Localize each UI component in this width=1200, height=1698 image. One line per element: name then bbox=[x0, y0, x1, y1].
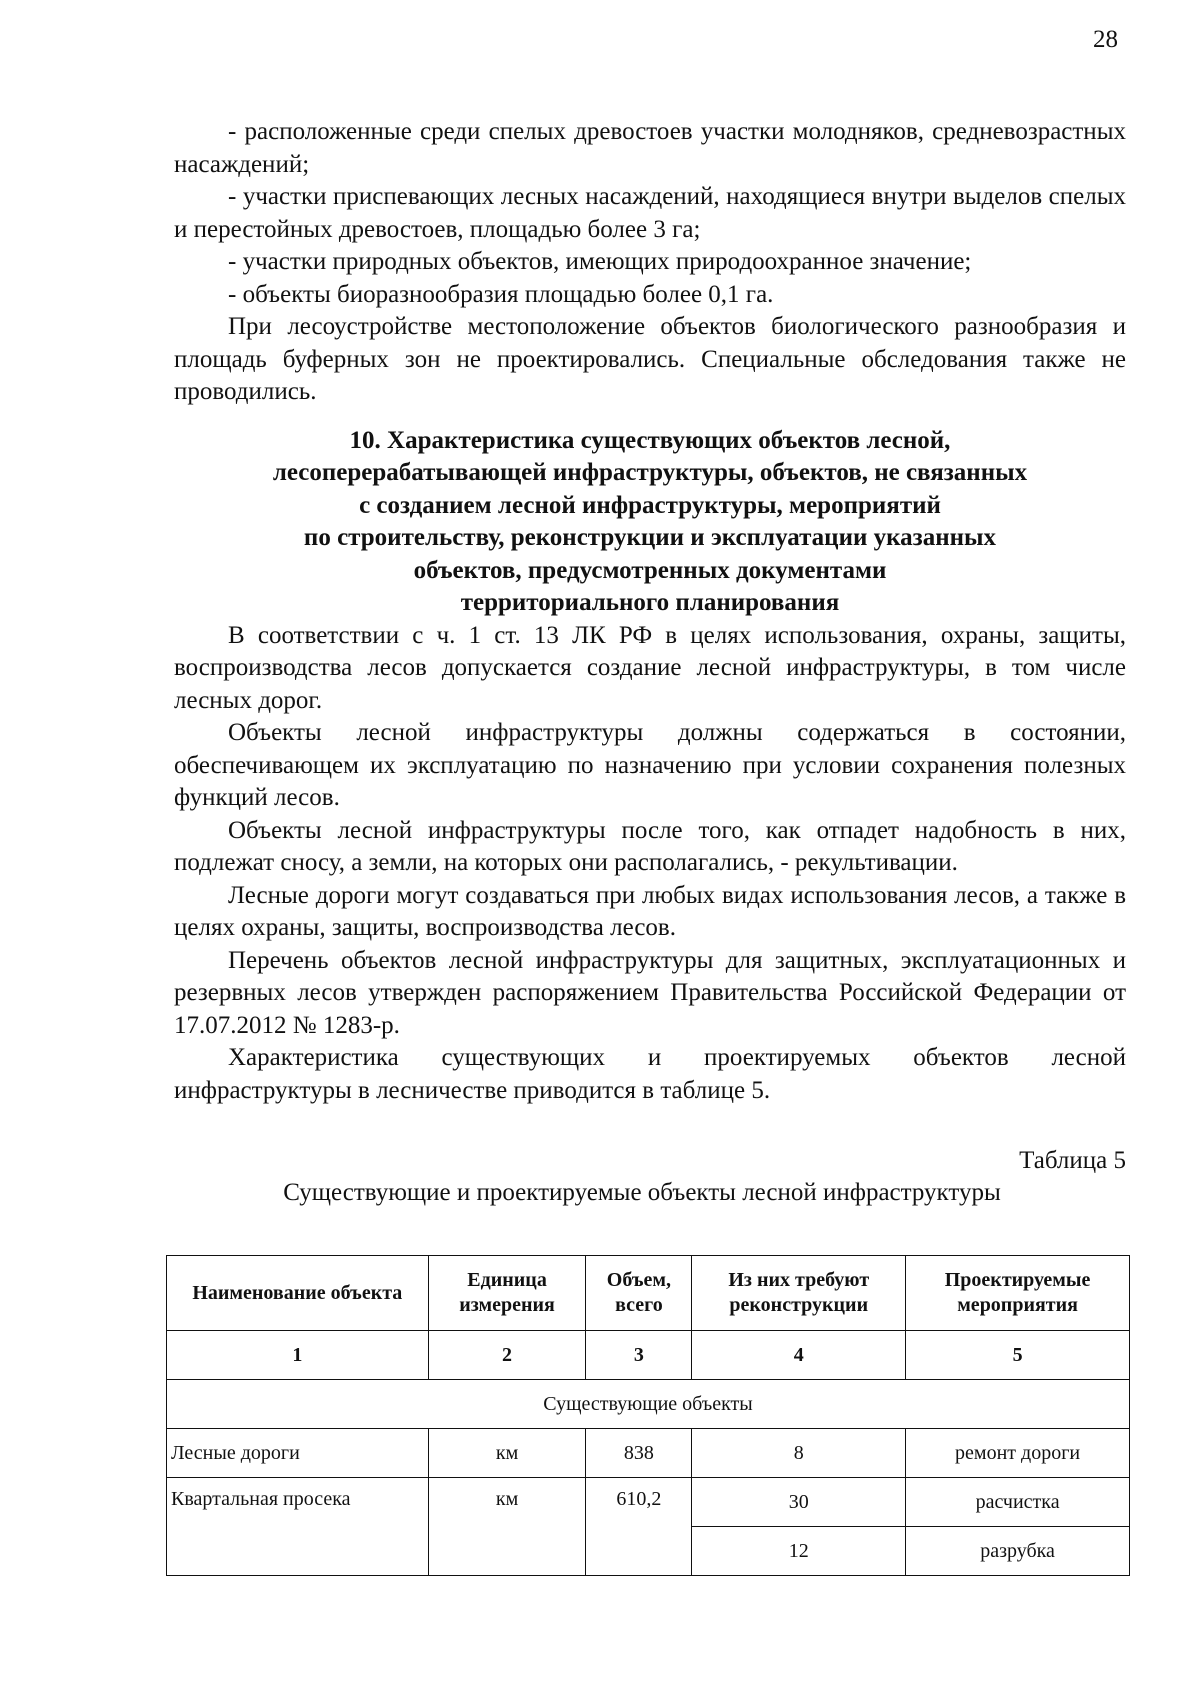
paragraph: - расположенные среди спелых древостоев участки молодняков, средневозрастных насаждений; bbox=[174, 118, 1126, 178]
column-header: Объем, всего bbox=[586, 1256, 692, 1331]
column-number: 2 bbox=[428, 1331, 586, 1380]
column-header: Единица измерения bbox=[428, 1256, 586, 1331]
column-header: Наименование объекта bbox=[167, 1256, 429, 1331]
section-row bbox=[167, 1380, 1130, 1429]
paragraph: В соответствии с ч. 1 ст. 13 ЛК РФ в целях использования, охраны, защиты, воспроизводства лесов допускается создание лесной инфраструктуры, в том числе лесных дорог. bbox=[174, 621, 1126, 714]
section-heading bbox=[174, 425, 1126, 620]
column-header: Проектируемые мероприятия bbox=[906, 1256, 1130, 1331]
paragraph: - участки приспевающих лесных насаждений, находящиеся внутри выделов спелых и перестойных древостоев, площадью более 3 га; bbox=[174, 183, 1126, 243]
table-header-row bbox=[167, 1256, 1130, 1331]
paragraph: Характеристика существующих и проектируемых объектов лесной инфраструктуры в лесничестве приводится в таблице 5. bbox=[174, 1044, 1126, 1104]
column-number: 1 bbox=[167, 1331, 429, 1380]
paragraph: - объекты биоразнообразия площадью более 0,1 га. bbox=[228, 280, 774, 308]
cell-measure: расчистка bbox=[906, 1478, 1130, 1527]
heading-line: объектов, предусмотренных документами bbox=[413, 556, 887, 584]
paragraph: При лесоустройстве местоположение объектов биологического разнообразия и площадь буферных зон не проектировались. Специальные обследования также не проводились. bbox=[174, 313, 1126, 405]
cell-reconstruction: 30 bbox=[692, 1478, 906, 1527]
paragraph: Объекты лесной инфраструктуры должны содержаться в состоянии, обеспечивающем их эксплуатацию по назначению при условии сохранения полезных функций лесов. bbox=[174, 719, 1126, 811]
paragraph: Лесные дороги могут создаваться при любых видах использования лесов, а также в целях охраны, защиты, воспроизводства лесов. bbox=[174, 881, 1126, 941]
table-label: Таблица 5 bbox=[1019, 1147, 1126, 1174]
column-header: Из них требуют реконструкции bbox=[692, 1256, 906, 1331]
column-number-row bbox=[167, 1331, 1130, 1380]
section-label: Существующие объекты bbox=[167, 1380, 1130, 1429]
column-number: 3 bbox=[586, 1331, 692, 1380]
cell-unit: км bbox=[428, 1478, 586, 1576]
paragraph: Объекты лесной инфраструктуры после того, как отпадет надобность в них, подлежат сносу, а земли, на которых они располагались, - рекультивации. bbox=[174, 816, 1126, 876]
column-number: 5 bbox=[906, 1331, 1130, 1380]
table-row bbox=[167, 1478, 1130, 1527]
cell-measure: ремонт дороги bbox=[906, 1429, 1130, 1478]
cell-measure: разрубка bbox=[906, 1527, 1130, 1576]
heading-line: лесоперерабатывающей инфраструктуры, объектов, не связанных bbox=[272, 459, 1028, 486]
paragraph: - участки природных объектов, имеющих природоохранное значение; bbox=[228, 248, 972, 275]
cell-reconstruction: 12 bbox=[692, 1527, 906, 1576]
cell-name: Лесные дороги bbox=[167, 1429, 429, 1478]
table-title: Существующие и проектируемые объекты лесной инфраструктуры bbox=[283, 1178, 1001, 1206]
heading-line: по строительству, реконструкции и эксплуатации указанных bbox=[303, 524, 997, 551]
document-body bbox=[174, 116, 1126, 1208]
infrastructure-table bbox=[166, 1255, 1130, 1576]
cell-reconstruction: 8 bbox=[692, 1429, 906, 1478]
column-number: 4 bbox=[692, 1331, 906, 1380]
cell-volume: 838 bbox=[586, 1429, 692, 1478]
heading-line: 10. Характеристика существующих объектов лесной, bbox=[349, 426, 951, 454]
paragraph: Перечень объектов лесной инфраструктуры для защитных, эксплуатационных и резервных лесов утвержден распоряжением Правительства Российской Федерации от 17.07.2012 № 1283-р. bbox=[174, 946, 1126, 1039]
cell-volume: 610,2 bbox=[586, 1478, 692, 1576]
page-number: 28 bbox=[1093, 26, 1118, 53]
heading-line: с созданием лесной инфраструктуры, мероприятий bbox=[359, 491, 941, 519]
cell-unit: км bbox=[428, 1429, 586, 1478]
heading-line: территориального планирования bbox=[460, 589, 840, 616]
cell-name: Квартальная просека bbox=[167, 1478, 429, 1576]
table-row bbox=[167, 1429, 1130, 1478]
